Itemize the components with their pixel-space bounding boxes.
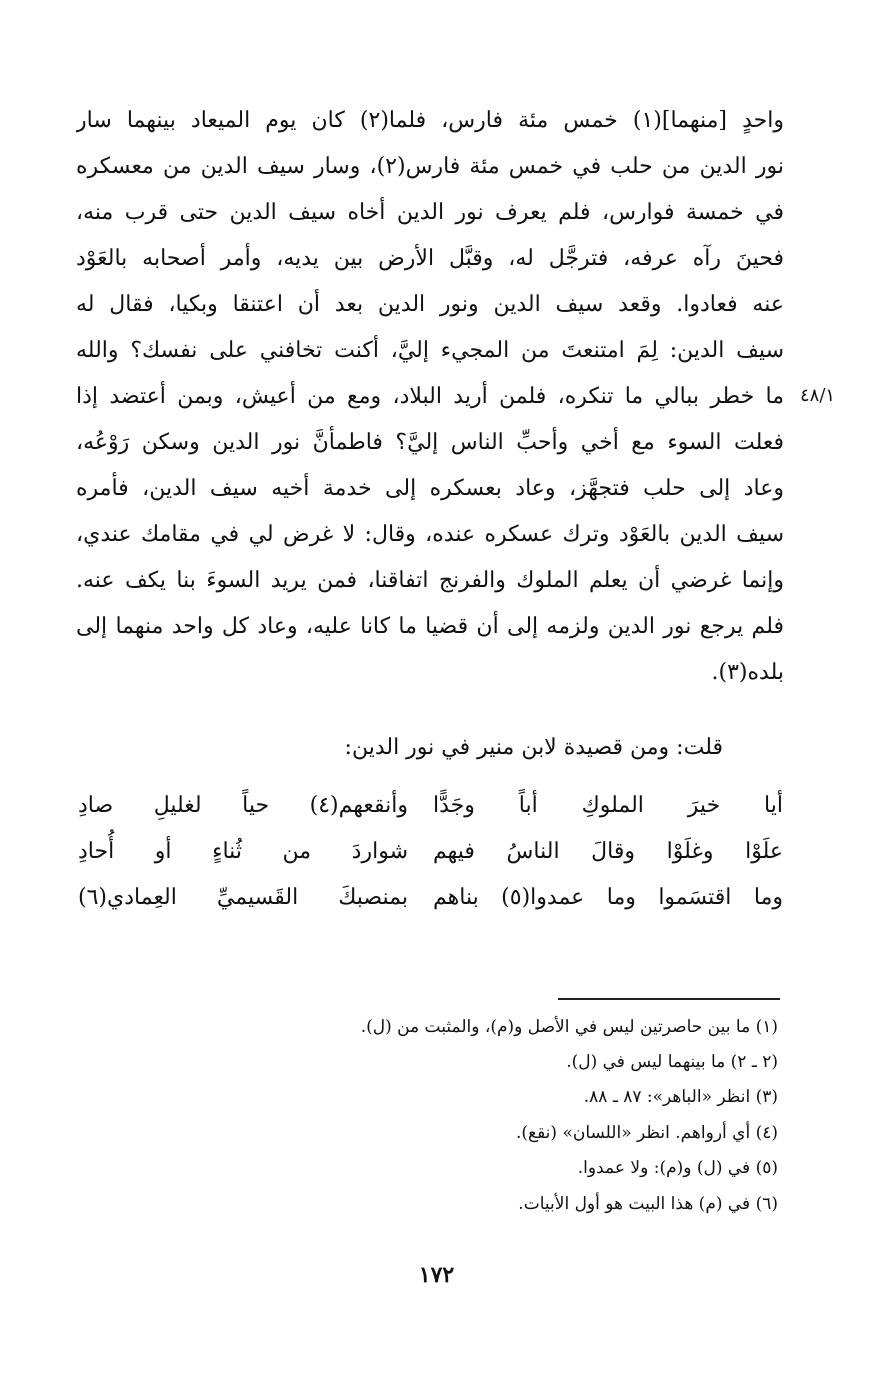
footnote-divider	[558, 998, 780, 1000]
body-line: نور الدين من حلب في خمس مئة فارس(٢)، وسار سيف الدين من معسكره	[76, 154, 784, 179]
body-line: وعاد إلى حلب فتجهَّز، وعاد بعسكره إلى خدمة أخيه سيف الدين، فأمره	[76, 476, 784, 501]
verse-first-hemistich: علَوْا وغلَوْا وقالَ الناسُ فيهم	[433, 839, 783, 864]
body-line: سيف الدين: لِمَ امتنعتَ من المجيء إليَّ، أكنت تخافني على نفسك؟ والله	[76, 338, 784, 363]
margin-reference: ٤٨/١	[800, 385, 836, 406]
verse-second-hemistich: وأنقعهم(٤) حياً لغليلِ صادِ	[78, 793, 408, 818]
page-number: ١٧٢	[418, 1262, 455, 1288]
body-line: في خمسة فوارس، فلم يعرف نور الدين أخاه سيف الدين حتى قرب منه،	[76, 200, 784, 225]
body-line: عنه فعادوا. وقعد سيف الدين ونور الدين بعد أن اعتنقا وبكيا، فقال له	[76, 292, 784, 317]
body-line: بلده(٣).	[711, 660, 784, 685]
verse-first-hemistich: وما اقتسَموا وما عمدوا(٥) بناهم	[433, 885, 783, 910]
body-line: فحينَ رآه عرفه، فترجَّل له، وقبَّل الأرض بين يديه، وأمر أصحابه بالعَوْد	[76, 246, 784, 271]
body-line: سيف الدين بالعَوْد وترك عسكره عنده، وقال: لا غرض لي في مقامك عندي،	[76, 522, 784, 547]
verse-second-hemistich: شواردَ من ثُناءٍ أو أُحادِ	[78, 839, 408, 864]
body-line: ما خطر ببالي ما تنكره، فلمن أريد البلاد، ومع من أعيش، وبمن أعتضد إذا	[76, 384, 784, 409]
body-line: فعلت السوء مع أخي وأحبِّ الناس إليَّ؟ فاطمأنَّ نور الدين وسكن رَوْعُه،	[76, 430, 784, 455]
verse-second-hemistich: بمنصبكَ القَسيميِّ العِمادي(٦)	[78, 885, 408, 910]
footnote: (٦) في (م) هذا البيت هو أول الأبيات.	[518, 1194, 778, 1214]
poem-heading: قلت: ومن قصيدة لابن منير في نور الدين:	[344, 735, 723, 760]
body-line: وإنما غرضي أن يعلم الملوك والفرنج اتفاقنا، فمن يريد السوءَ بنا يكف عنه.	[76, 568, 784, 593]
footnote: (١) ما بين حاصرتين ليس في الأصل و(م)، والمثبت من (ل).	[360, 1017, 778, 1037]
footnote: (٣) انظر «الباهر»: ٨٧ ـ ٨٨.	[583, 1087, 778, 1107]
verse-first-hemistich: أيا خيرَ الملوكِ أباً وجَدًّا	[433, 793, 783, 818]
footnote: (٢ ـ ٢) ما بينهما ليس في (ل).	[566, 1052, 778, 1072]
body-line: واحدٍ [منهما](١) خمس مئة فارس، فلما(٢) كان يوم الميعاد بينهما سار	[76, 108, 784, 133]
footnote: (٤) أي أرواهم. انظر «اللسان» (نقع).	[516, 1123, 778, 1143]
body-line: فلم يرجع نور الدين ولزمه إلى أن قضيا ما كانا عليه، وعاد كل واحد منهما إلى	[76, 614, 784, 639]
footnote: (٥) في (ل) و(م): ولا عمدوا.	[577, 1158, 778, 1178]
